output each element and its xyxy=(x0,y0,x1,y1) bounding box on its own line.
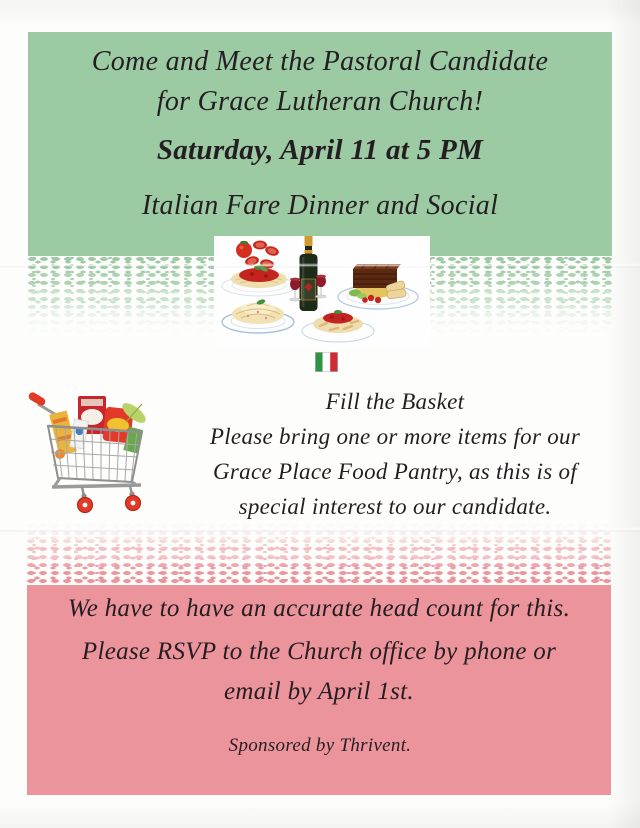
headline-line1: Come and Meet the Pastoral Candidate xyxy=(91,46,549,77)
basket-title: Fill the Basket xyxy=(325,389,465,414)
basket-line: special interest to our candidate. xyxy=(238,494,552,519)
cart-wheels-icon xyxy=(78,496,141,513)
grocery-cart-image xyxy=(26,386,161,521)
sponsor-note: Sponsored by Thrivent. xyxy=(228,735,412,756)
basket-line: Please bring one or more items for our xyxy=(209,424,581,449)
italian-flag-icon xyxy=(315,352,338,372)
rsvp-line: Please RSVP to the Church office by phone or xyxy=(81,638,557,665)
rsvp-line: We have to have an accurate head count for this. xyxy=(67,595,571,622)
rsvp-line: email by April 1st. xyxy=(224,678,414,705)
event-datetime: Saturday, April 11 at 5 PM xyxy=(156,134,484,166)
pink-panel-sponged-edge xyxy=(27,522,611,586)
basket-section xyxy=(160,384,630,524)
italian-dinner-image xyxy=(214,236,430,348)
event-title: Italian Fare Dinner and Social xyxy=(141,190,499,221)
rsvp-section xyxy=(38,589,600,712)
headline-line2: for Grace Lutheran Church! xyxy=(156,86,484,117)
basket-line: Grace Place Food Pantry, as this is of xyxy=(212,459,578,484)
